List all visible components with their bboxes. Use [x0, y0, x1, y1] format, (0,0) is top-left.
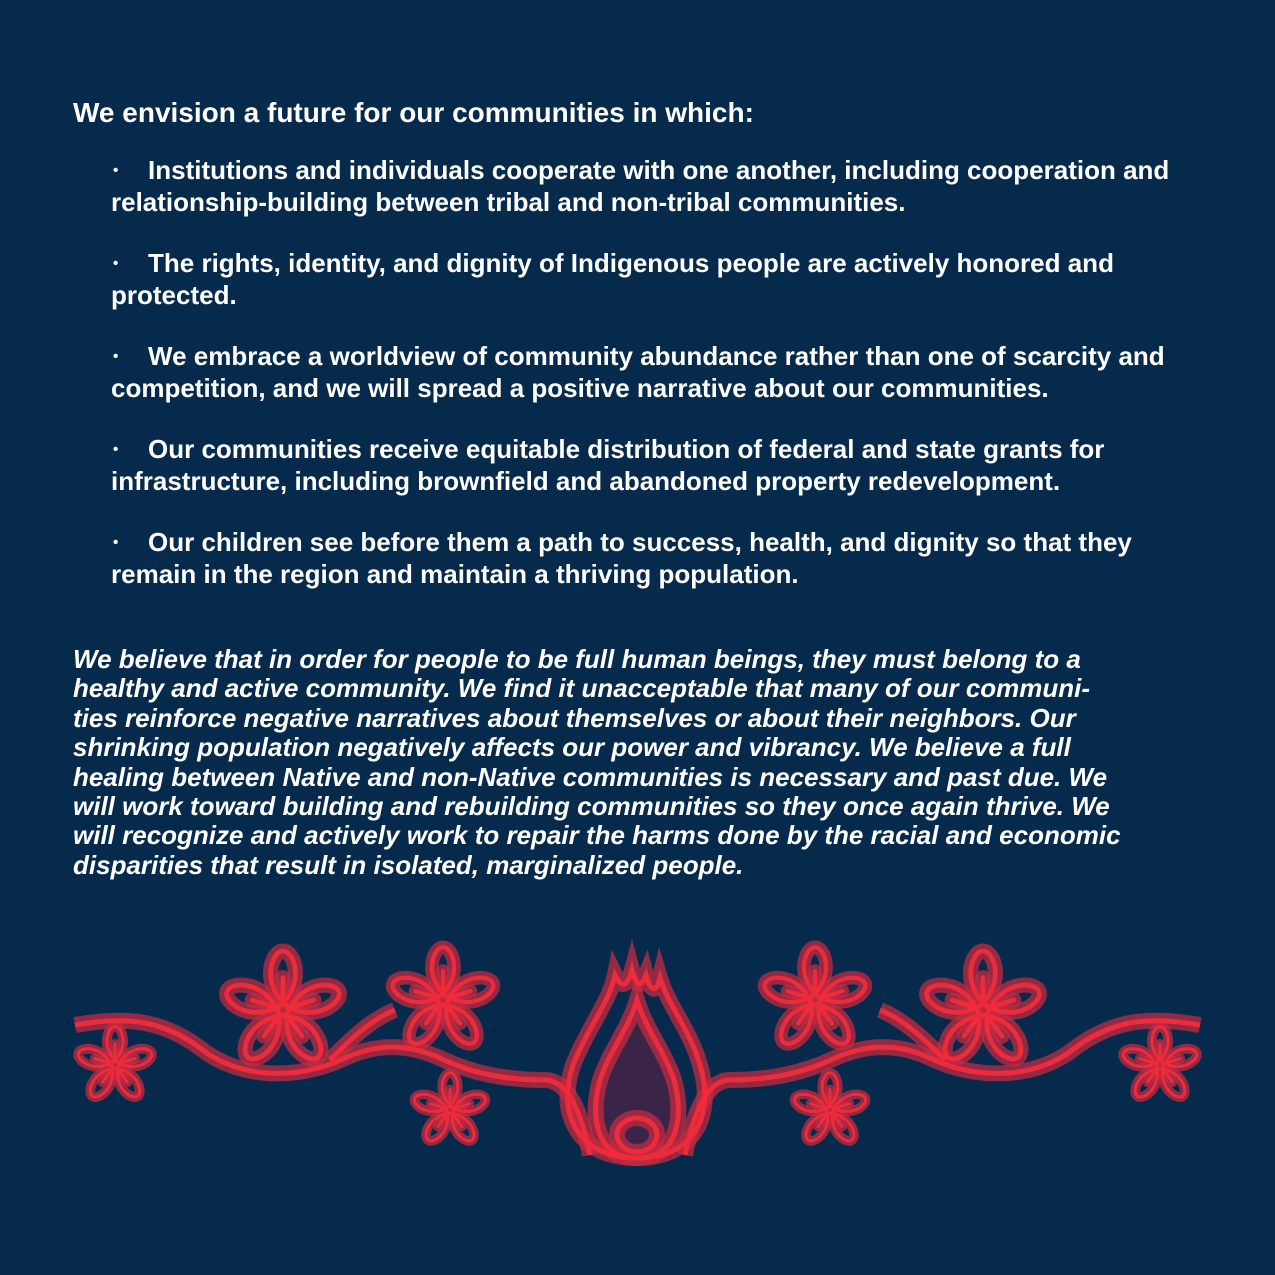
vision-item-text: Our children see before them a path to success, health, and dignity so that they remain in the region and maintain a thriving population. — [111, 527, 1132, 589]
vision-item — [111, 341, 1191, 403]
bullet-icon: • — [113, 441, 119, 458]
bullet-icon: • — [113, 162, 119, 179]
vision-item-text: Institutions and individuals cooperate with one another, including cooperation and relationship-building between tribal and non-tribal communities. — [111, 155, 1170, 217]
bullet-icon: • — [113, 534, 119, 551]
bullet-icon: • — [113, 348, 119, 365]
floral-flame-border-icon — [0, 930, 1275, 1180]
vision-item — [111, 434, 1191, 496]
belief-statement: We believe that in order for people to be full human beings, they must belong to a healthy and active community. We find it unacceptable that many of our communi- ties reinforce negative narratives about themselves or about their neighbors. Our shrinking population negatively affects our power and vibrancy. We believe a full healing between Native and non-Native communities is necessary and past due. We will work toward building and rebuilding communities so they once again thrive. We will recognize and actively work to repair the harms done by the racial and economic disparities that result in isolated, marginalized people. — [73, 644, 1121, 880]
vision-item — [111, 527, 1191, 589]
vision-item-text: We embrace a worldview of community abundance rather than one of scarcity and competition, and we will spread a positive narrative about our communities. — [111, 341, 1165, 403]
vision-item — [111, 248, 1191, 310]
vision-item-text: Our communities receive equitable distribution of federal and state grants for infrastructure, including brownfield and abandoned property redevelopment. — [111, 434, 1105, 496]
intro-heading: We envision a future for our communities in which: — [73, 97, 754, 128]
bullet-icon: • — [113, 255, 119, 272]
vision-item — [111, 155, 1191, 217]
vision-item-text: The rights, identity, and dignity of Indigenous people are actively honored and protected. — [111, 248, 1114, 310]
vision-list — [111, 155, 1191, 589]
